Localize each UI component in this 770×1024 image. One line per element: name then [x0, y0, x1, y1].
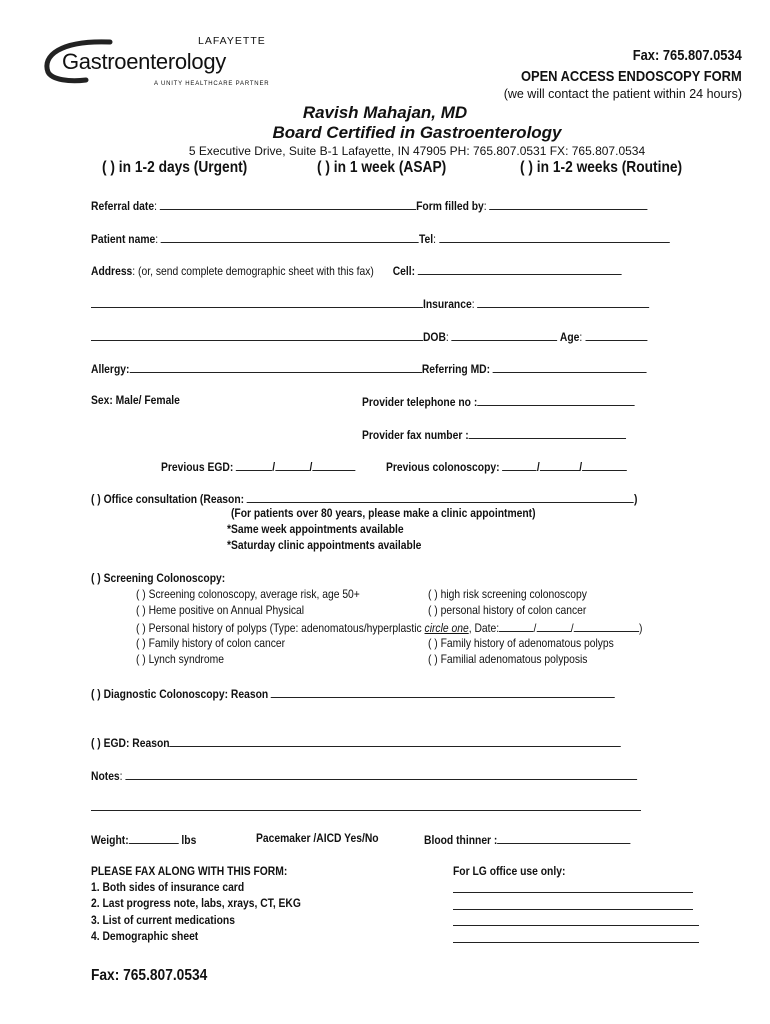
urgency-asap[interactable]: ( ) in 1 week (ASAP)	[317, 159, 447, 176]
logo-city: LAFAYETTE	[198, 35, 266, 47]
screening-item[interactable]: ( ) personal history of colon cancer	[428, 603, 587, 617]
blood-thinner-field[interactable]: Blood thinner :	[424, 832, 664, 846]
fax-along-item: 2. Last progress note, labs, xrays, CT, EKG	[91, 896, 301, 910]
egd-row[interactable]: ( ) EGD: Reason	[91, 735, 707, 749]
footer-fax: Fax: 765.807.0534	[91, 967, 208, 984]
office-use-line[interactable]	[453, 925, 699, 926]
fax-along-item: 4. Demographic sheet	[91, 929, 199, 943]
circle-one-hint: circle one	[424, 621, 469, 635]
previous-egd-field[interactable]: Previous EGD: / /	[161, 459, 387, 473]
pacemaker-field[interactable]: Pacemaker /AICD Yes/No	[256, 831, 379, 845]
logo-name: Gastroenterology	[62, 49, 226, 74]
doctor-certification: Board Certified in Gastroenterology	[272, 123, 562, 142]
screening-item-polyps[interactable]: ( ) Personal history of polyps (Type: adenomatous/hyperplastic circle one, Date: / / )	[136, 621, 643, 635]
urgency-urgent[interactable]: ( ) in 1-2 days (Urgent)	[102, 159, 248, 176]
patient-name-row[interactable]: Patient name: Tel:	[91, 231, 764, 245]
consultation-note-80: (For patients over 80 years, please make a clinic appointment)	[231, 506, 536, 520]
doctor-name: Ravish Mahajan, MD	[302, 103, 468, 122]
screening-item[interactable]: ( ) Family history of colon cancer	[136, 636, 286, 650]
header-fax: Fax: 765.807.0534	[632, 47, 742, 64]
diagnostic-colonoscopy-row[interactable]: ( ) Diagnostic Colonoscopy: Reason	[91, 686, 700, 700]
previous-colonoscopy-field[interactable]: Previous colonoscopy: / /	[386, 459, 666, 473]
screening-colonoscopy-title[interactable]: ( ) Screening Colonoscopy:	[91, 571, 226, 585]
screening-item[interactable]: ( ) Heme positive on Annual Physical	[136, 603, 305, 617]
screening-item[interactable]: ( ) Family history of adenomatous polyps	[428, 636, 614, 650]
fax-along-item: 3. List of current medications	[91, 913, 235, 927]
screening-item[interactable]: ( ) Lynch syndrome	[136, 652, 224, 666]
insurance-row[interactable]: Insurance:	[91, 296, 740, 310]
office-use-line[interactable]	[453, 892, 693, 893]
referral-date-row[interactable]: Referral date: Form filled by:	[91, 198, 738, 212]
provider-telephone-field[interactable]: Provider telephone no :	[362, 394, 679, 408]
office-use-title: For LG office use only:	[453, 864, 566, 878]
screening-item[interactable]: ( ) high risk screening colonoscopy	[428, 587, 587, 601]
fax-along-title: PLEASE FAX ALONG WITH THIS FORM:	[91, 864, 288, 878]
address-row[interactable]: Address: (or, send complete demographic sheet with this fax) Cell:	[91, 263, 708, 277]
doctor-address: 5 Executive Drive, Suite B-1 Lafayette, IN 47905 PH: 765.807.0531 FX: 765.807.0534	[188, 144, 646, 158]
notes-extra-line[interactable]	[91, 810, 641, 811]
screening-item[interactable]: ( ) Screening colonoscopy, average risk, age 50+	[136, 587, 360, 601]
fax-along-item: 1. Both sides of insurance card	[91, 880, 245, 894]
screening-item[interactable]: ( ) Familial adenomatous polyposis	[428, 652, 588, 666]
contact-note: (we will contact the patient within 24 hours)	[503, 87, 742, 101]
allergy-row[interactable]: Allergy: Referring MD:	[91, 361, 737, 375]
weight-field[interactable]: Weight: lbs	[91, 833, 197, 847]
logo-tagline: A UNITY HEALTHCARE PARTNER	[154, 81, 270, 87]
office-use-line[interactable]	[453, 909, 693, 910]
consultation-note-saturday: *Saturday clinic appointments available	[227, 538, 422, 552]
form-title: OPEN ACCESS ENDOSCOPY FORM	[521, 68, 742, 85]
urgency-routine[interactable]: ( ) in 1-2 weeks (Routine)	[520, 159, 683, 176]
sex-field[interactable]: Sex: Male/ Female	[91, 393, 180, 407]
consultation-note-same-week: *Same week appointments available	[227, 522, 404, 536]
notes-row[interactable]: Notes:	[91, 768, 726, 782]
dob-row[interactable]: DOB: Age:	[91, 329, 738, 343]
office-consultation-row[interactable]: ( ) Office consultation (Reason: )	[91, 492, 638, 506]
office-use-line[interactable]	[453, 942, 699, 943]
provider-fax-field[interactable]: Provider fax number :	[362, 427, 669, 441]
